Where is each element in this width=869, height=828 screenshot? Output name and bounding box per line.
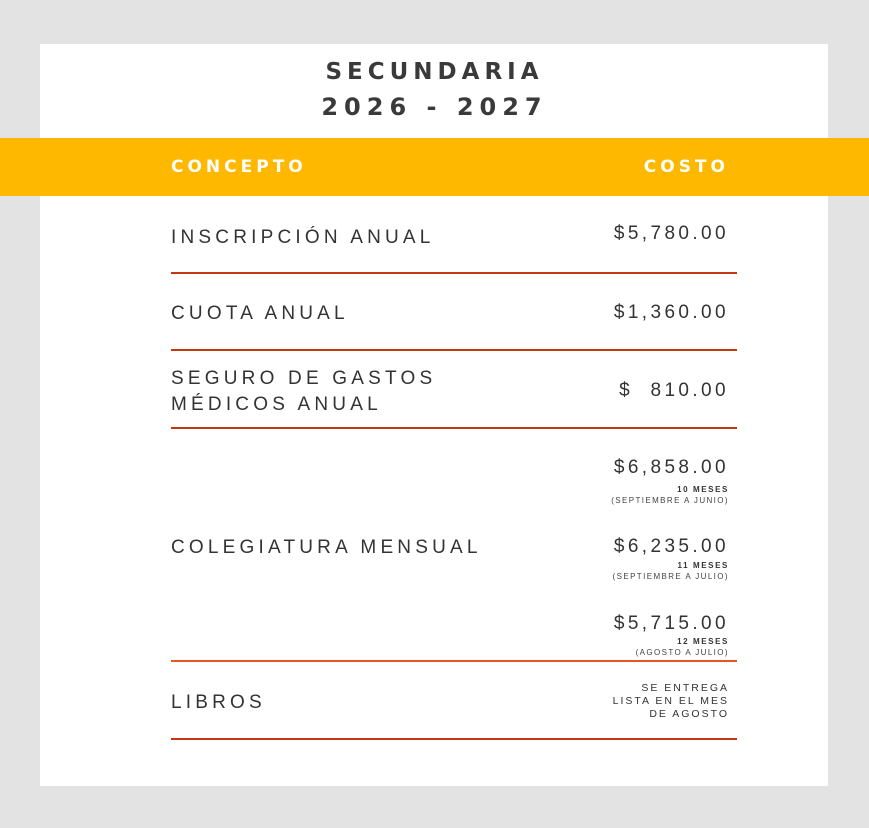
row-divider [171, 427, 737, 429]
months-12: 12 MESES [677, 637, 729, 646]
row-divider [171, 349, 737, 351]
page-title: SECUNDARIA [325, 59, 544, 85]
concept-libros: LIBROS [171, 692, 266, 713]
concept-seguro-line2: MÉDICOS ANUAL [171, 394, 382, 415]
price-colegiatura-12: $5,715.00 [613, 613, 729, 634]
price-seguro: $ 810.00 [619, 380, 729, 401]
column-header-concept: CONCEPTO [171, 157, 307, 177]
price-cuota: $1,360.00 [613, 302, 729, 323]
concept-cuota: CUOTA ANUAL [171, 303, 349, 324]
column-header-cost: COSTO [643, 157, 729, 177]
libros-note-line2: LISTA EN EL MES [612, 695, 729, 707]
concept-seguro-line1: SEGURO DE GASTOS [171, 368, 437, 389]
row-divider [171, 272, 737, 274]
row-divider [171, 738, 737, 740]
price-colegiatura-11: $6,235.00 [613, 536, 729, 557]
concept-inscripcion: INSCRIPCIÓN ANUAL [171, 227, 435, 248]
price-inscripcion: $5,780.00 [613, 223, 729, 244]
months-11: 11 MESES [677, 561, 729, 570]
libros-note [613, 682, 729, 721]
concept-colegiatura: COLEGIATURA MENSUAL [171, 537, 482, 558]
price-colegiatura-10: $6,858.00 [613, 457, 729, 478]
school-year: 2026 - 2027 [321, 93, 548, 121]
table-header-band [0, 138, 869, 196]
row-divider [171, 660, 737, 662]
period-11: (SEPTIEMBRE A JULIO) [612, 572, 729, 581]
libros-note-line1: SE ENTREGA [641, 682, 729, 694]
months-10: 10 MESES [677, 485, 729, 494]
period-12: (AGOSTO A JULIO) [635, 648, 729, 657]
period-10: (SEPTIEMBRE A JUNIO) [611, 496, 729, 505]
libros-note-line3: DE AGOSTO [649, 708, 729, 720]
